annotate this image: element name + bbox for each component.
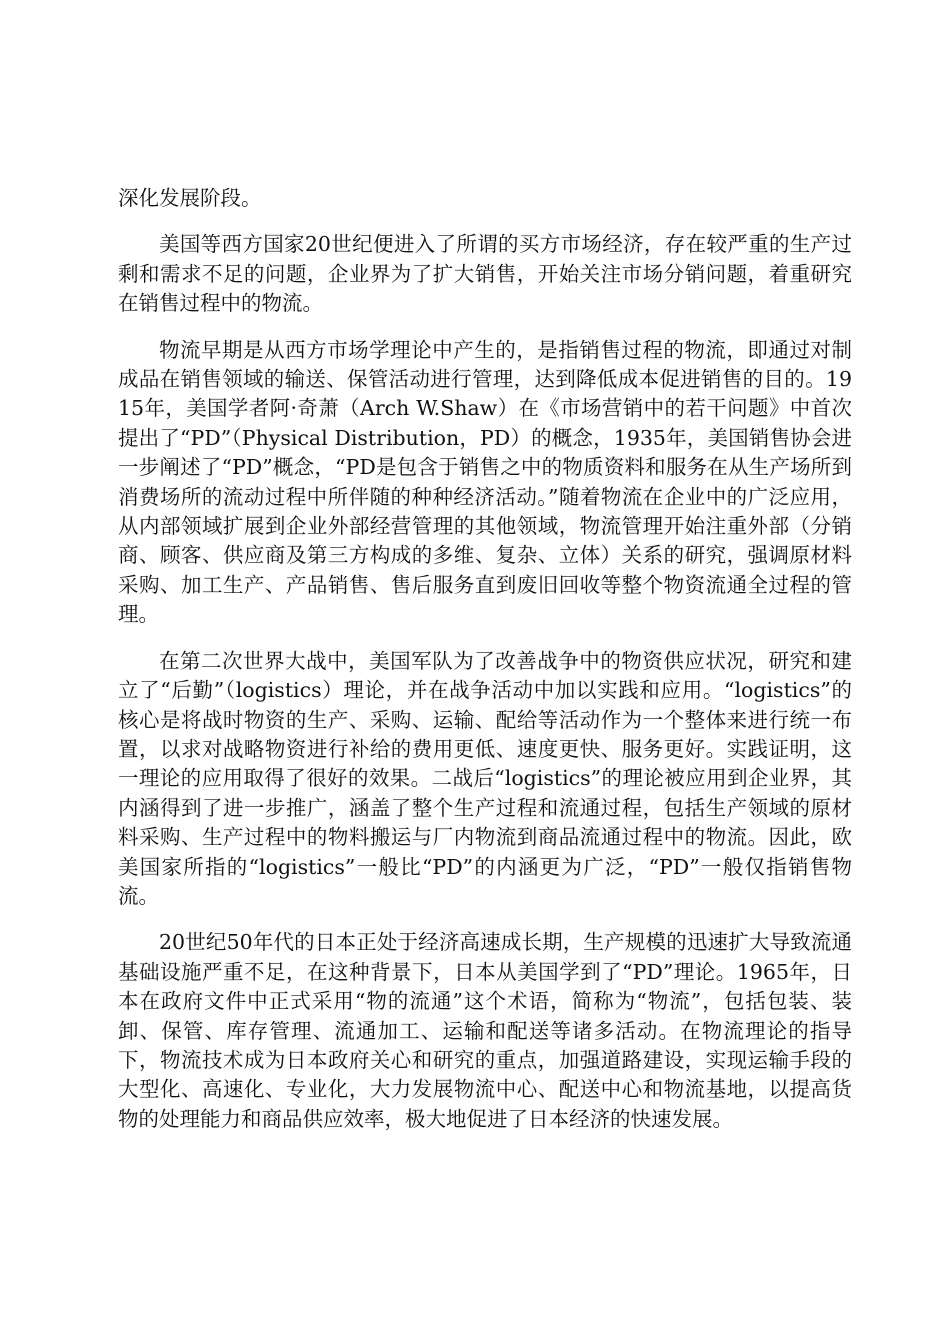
- paragraph-japan-logistics: 20世纪50年代的日本正处于经济高速成长期，生产规模的迅速扩大导致流通基础设施严重不足，在这种背景下，日本从美国学到了“PD”理论。1965年，日本在政府文件中正式采用“物的流通”这个术语，简称为“物流”，包括包装、装卸、保管、库存管理、流通加工、运输和配送等诸多活动。在物流理论的指导下，物流技术成为日本政府关心和研究的重点，加强道路建设，实现运输手段的大型化、高速化、专业化，大力发展物流中心、配送中心和物流基地，以提高货物的处理能力和商品供应效率，极大地促进了日本经济的快速发展。: [118, 930, 852, 1131]
- paragraph-wwii-logistics: 在第二次世界大战中，美国军队为了改善战争中的物资供应状况，研究和建立了“后勤”（logistics）理论，并在战争活动中加以实践和应用。“logistics”的核心是将战时物资的生产、采购、运输、配给等活动作为一个整体来进行统一布置，以求对战略物资进行补给的费用更低、速度更快、服务更好。实践证明，这一理论的应用取得了很好的效果。二战后“logistics”的理论被应用到企业界，其内涵得到了进一步推广，涵盖了整个生产过程和流通过程，包括生产领域的原材料采购、生产过程中的物料搬运与厂内物流到商品流通过程中的物流。因此，欧美国家所指的“logistics”一般比“PD”的内涵更为广泛，“PD”一般仅指销售物流。: [118, 648, 852, 908]
- paragraph-early-logistics: 物流早期是从西方市场学理论中产生的，是指销售过程的物流，即通过对制成品在销售领域的输送、保管活动进行管理，达到降低成本促进销售的目的。1915年，美国学者阿·奇萧（Arch W.Shaw）在《市场营销中的若干问题》中首次提出了“PD”（Physical Distribution，PD）的概念，1935年，美国销售协会进一步阐述了“PD”概念，“PD是包含于销售之中的物质资料和服务在从生产场所到消费场所的流动过程中所伴随的种种经济活动。”随着物流在企业中的广泛应用，从内部领域扩展到企业外部经营管理的其他领域，物流管理开始注重外部（分销商、顾客、供应商及第三方构成的多维、复杂、立体）关系的研究，强调原材料采购、加工生产、产品销售、售后服务直到废旧回收等整个物资流通全过程的管理。: [118, 337, 852, 627]
- paragraph-continuation: 深化发展阶段。: [118, 186, 262, 210]
- paragraph-buyer-market: 美国等西方国家20世纪便进入了所谓的买方市场经济，存在较严重的生产过剩和需求不足的问题，企业界为了扩大销售，开始关注市场分销问题，着重研究在销售过程中的物流。: [118, 232, 852, 316]
- document-body: [118, 184, 852, 1151]
